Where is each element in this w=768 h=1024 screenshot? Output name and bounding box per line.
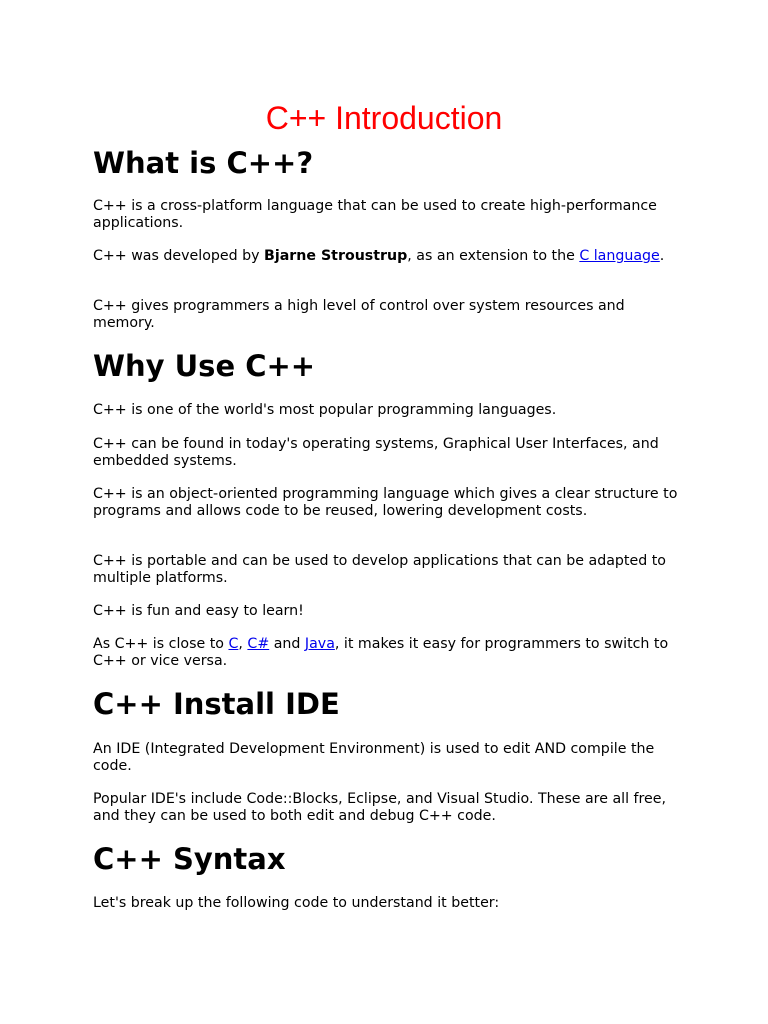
csharp-link[interactable]: C# — [247, 636, 270, 652]
paragraph: Popular IDE's include Code::Blocks, Eclipse, and Visual Studio. These are all free, and they can be used to both edit and debug C++ code. — [93, 791, 667, 824]
c-language-link[interactable]: C language — [579, 248, 660, 264]
paragraph: C++ is an object-oriented programming language which gives a clear structure to programs and allows code to be reused, lowering development costs. — [93, 486, 678, 519]
paragraph: C++ can be found in today's operating systems, Graphical User Interfaces, and embedded systems. — [93, 436, 659, 469]
text: As C++ is close to — [93, 636, 229, 652]
page-title: C++ Introduction — [265, 100, 503, 136]
paragraph: C++ is a cross-platform language that can be used to create high-performance applications. — [93, 198, 657, 231]
text: . — [659, 248, 665, 264]
paragraph-developed-by — [93, 248, 678, 265]
text: C++ was developed by — [93, 248, 265, 264]
heading-install-ide: C++ Install IDE — [93, 687, 340, 721]
c-link[interactable]: C — [228, 636, 239, 652]
paragraph: C++ is one of the world's most popular programming languages. — [93, 402, 557, 418]
text: , as an extension to the — [407, 248, 580, 264]
java-link[interactable]: Java — [304, 636, 335, 652]
text: and — [269, 636, 305, 652]
paragraph: C++ gives programmers a high level of control over system resources and memory. — [93, 298, 625, 331]
paragraph: C++ is portable and can be used to develop applications that can be adapted to multiple platforms. — [93, 553, 666, 586]
text: , — [238, 636, 248, 652]
heading-syntax: C++ Syntax — [93, 842, 286, 876]
paragraph-close-to — [93, 636, 678, 669]
paragraph: Let's break up the following code to understand it better: — [93, 895, 500, 911]
heading-why-use-cpp: Why Use C++ — [93, 349, 316, 383]
text: , it makes it easy for programmers to switch to C++ or vice versa. — [93, 636, 669, 669]
paragraph: C++ is fun and easy to learn! — [93, 603, 304, 619]
author-name: Bjarne Stroustrup — [264, 248, 408, 264]
heading-what-is-cpp: What is C++? — [93, 146, 314, 180]
paragraph: An IDE (Integrated Development Environment) is used to edit AND compile the code. — [93, 741, 655, 774]
